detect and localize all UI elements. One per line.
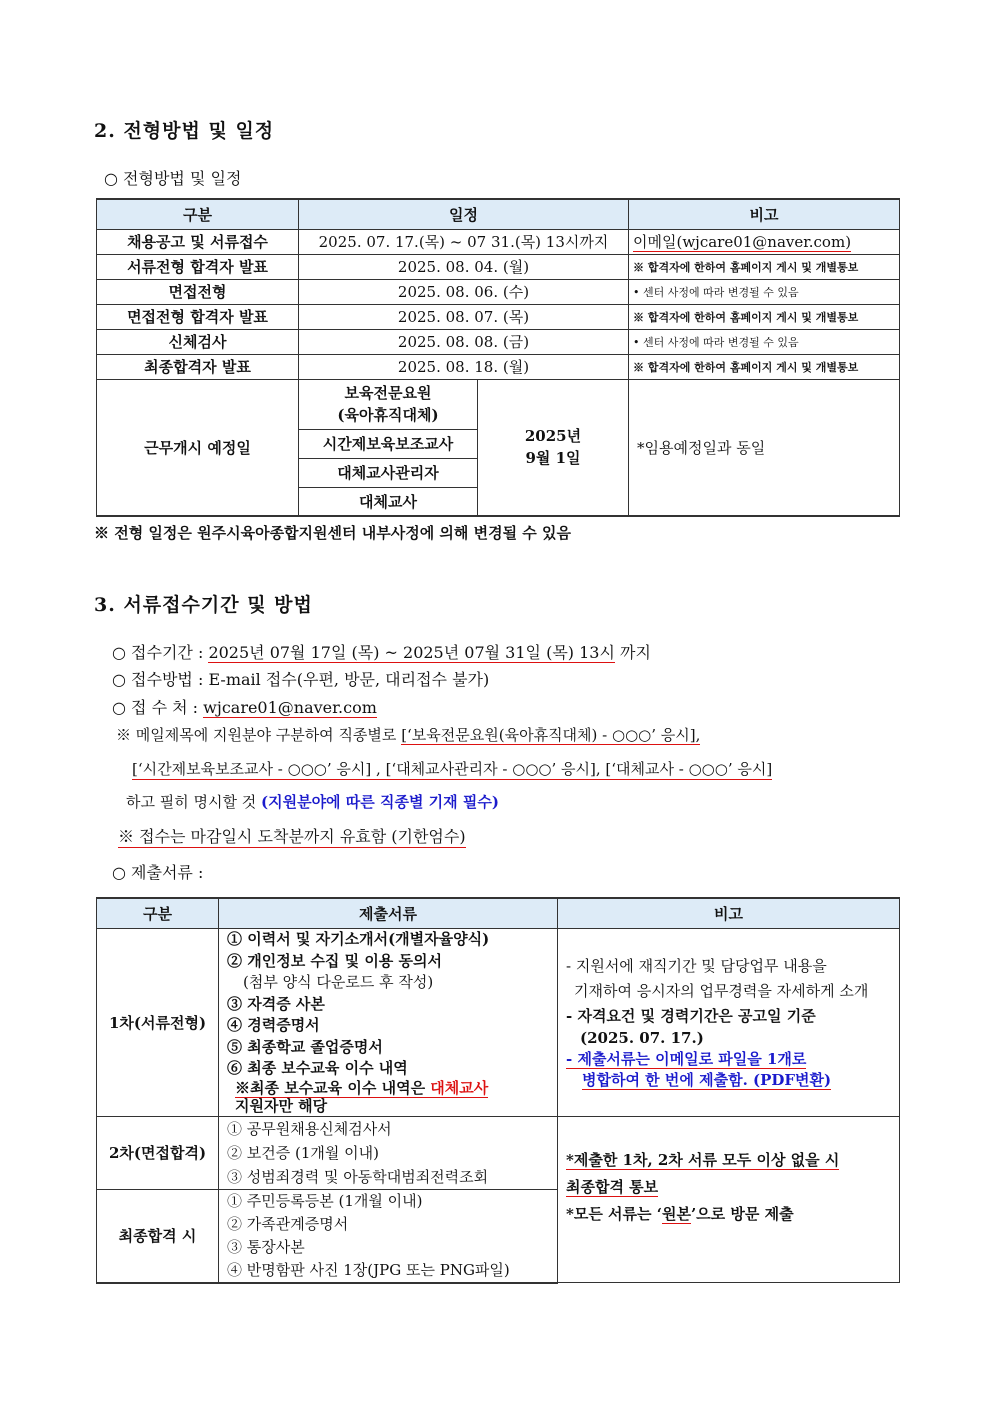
row-date: 2025. 08. 08. (금) <box>299 329 629 354</box>
final-label: 최종합격 시 <box>97 1189 219 1283</box>
row-date: 2025. 07. 17.(목) ~ 07 31.(목) 13시까지 <box>299 229 629 254</box>
mail-note-3: 하고 필히 명시할 것 <box>126 793 261 811</box>
second-items <box>219 1116 558 1189</box>
place-line <box>112 695 377 718</box>
email-note: 이메일(wjcare01@naver.com) <box>633 233 852 251</box>
header-schedule: 일정 <box>299 199 629 229</box>
start-label: 근무개시 예정일 <box>97 379 299 516</box>
method-value: E-mail 접수(우편, 방문, 대리접수 불가) <box>208 670 490 689</box>
doc-item: ⑤ 최종학교 졸업증명서 <box>227 1037 383 1056</box>
place-value: wjcare01@naver.com <box>203 698 377 717</box>
start-note: *임용예정일과 동일 <box>629 379 900 516</box>
mail-note-blue: (지원분야에 따른 직종별 기재 필수) <box>261 793 499 811</box>
doc-note-red: 대체교사 <box>430 1078 489 1097</box>
start-position: 대체교사 <box>299 487 478 516</box>
later-note-2: 최종합격 통보 <box>566 1177 659 1196</box>
start-position: 시간제보육보조교사 <box>299 429 478 458</box>
row-date: 2025. 08. 18. (월) <box>299 354 629 379</box>
deadline-note: ※ 접수는 마감일시 도착분까지 유효함 (기한엄수) <box>118 824 466 848</box>
row-note: ※ 합격자에 한하여 홈페이지 게시 및 개별통보 <box>629 254 900 279</box>
period-line <box>112 640 651 663</box>
later-note-3: *모든 서류는 ‘원본’으로 방문 제출 <box>566 1204 794 1223</box>
documents-table <box>96 897 900 1284</box>
final-items <box>219 1189 558 1283</box>
row-label: 면접전형 <box>97 279 299 304</box>
method-label: ○ 접수방법 : <box>112 670 209 689</box>
header-note: 비고 <box>629 199 900 229</box>
later-notes <box>558 1116 900 1283</box>
doc-note-b: 지원자만 해당 <box>235 1096 328 1115</box>
note-line: (2025. 07. 17.) <box>580 1029 704 1047</box>
row-label: 신체검사 <box>97 329 299 354</box>
period-label: ○ 접수기간 : <box>112 643 209 662</box>
note-email-line: - 제출서류는 이메일로 파일을 1개로 <box>566 1050 807 1068</box>
doc-item: ① 이력서 및 자기소개서(개별자율양식) <box>227 930 490 949</box>
period-suffix: 까지 <box>614 643 651 662</box>
note-merge-line: 병합하여 한 번에 제출함. (PDF변환) <box>582 1071 832 1089</box>
docs-header-docs: 제출서류 <box>219 898 558 928</box>
note-line: - 지원서에 재직기간 및 담당업무 내용을 <box>566 957 827 975</box>
doc-item: ① 공무원채용신체검사서 <box>227 1119 392 1138</box>
row-note: ※ 합격자에 한하여 홈페이지 게시 및 개별통보 <box>629 304 900 329</box>
mail-note-line2: [‘시간제보육보조교사 - ○○○’ 응시] , [‘대체교사관리자 - ○○○’ 응시], [‘대체교사 - ○○○’ 응시] <box>132 760 773 778</box>
doc-item: ③ 성범죄경력 및 아동학대범죄전력조회 <box>227 1167 489 1186</box>
doc-item: ⑥ 최종 보수교육 이수 내역 <box>227 1059 408 1078</box>
start-position: 대체교사관리자 <box>299 458 478 487</box>
start-date: 2025년 9월 1일 <box>478 379 629 516</box>
doc-item: ② 가족관계증명서 <box>227 1214 349 1233</box>
docs-header-note: 비고 <box>558 898 900 928</box>
mail-note-line1 <box>116 724 700 745</box>
doc-item: ② 개인정보 수집 및 이용 동의서 <box>227 951 442 970</box>
note-line <box>566 1070 895 1090</box>
row-label: 최종합격자 발표 <box>97 354 299 379</box>
row-note: • 센터 사정에 따라 변경될 수 있음 <box>629 279 900 304</box>
mail-note-line3 <box>126 791 499 812</box>
doc-item: ② 보건증 (1개월 이내) <box>227 1143 379 1162</box>
doc-item: (첨부 양식 다운로드 후 작성) <box>243 973 434 992</box>
mail-note-1: [‘보육전문요원(육아휴직대체) - ○○○’ 응시], <box>401 726 701 744</box>
start-position: 보육전문요원 (육아휴직대체) <box>299 379 478 429</box>
docs-header-category: 구분 <box>97 898 219 928</box>
place-label: ○ 접 수 처 : <box>112 698 204 717</box>
doc-item: ③ 통장사본 <box>227 1237 305 1256</box>
first-notes <box>558 928 900 1116</box>
row-label: 채용공고 및 서류접수 <box>97 229 299 254</box>
section3-title: 3. 서류접수기간 및 방법 <box>94 594 313 616</box>
row-date: 2025. 08. 04. (월) <box>299 254 629 279</box>
section2-title: 2. 전형방법 및 일정 <box>94 120 275 142</box>
schedule-footnote: ※ 전형 일정은 원주시육아종합지원센터 내부사정에 의해 변경될 수 있음 <box>94 524 571 542</box>
doc-item: ④ 경력증명서 <box>227 1016 320 1035</box>
row-date: 2025. 08. 07. (목) <box>299 304 629 329</box>
row-note <box>629 229 900 254</box>
row-label: 면접전형 합격자 발표 <box>97 304 299 329</box>
doc-item-note <box>227 1080 553 1097</box>
note-line <box>566 1048 895 1070</box>
second-label: 2차(면접합격) <box>97 1116 219 1189</box>
doc-item: ③ 자격증 사본 <box>227 994 325 1013</box>
section2-subtitle: ○ 전형방법 및 일정 <box>104 169 242 188</box>
row-label: 서류전형 합격자 발표 <box>97 254 299 279</box>
doc-note-a: ※최종 보수교육 이수 내역은 <box>235 1078 431 1097</box>
later-note-1: *제출한 1차, 2차 서류 모두 이상 없을 시 <box>566 1150 840 1169</box>
note-line: 기재하여 응시자의 업무경력을 자세하게 소개 <box>574 982 869 1000</box>
method-line <box>112 667 489 690</box>
period-value: 2025년 07월 17일 (목) ~ 2025년 07월 31일 (목) 13시 <box>208 643 615 662</box>
first-label: 1차(서류전형) <box>97 928 219 1116</box>
doc-item: ① 주민등록등본 (1개월 이내) <box>227 1191 423 1210</box>
note-line: - 자격요건 및 경력기간은 공고일 기준 <box>566 1007 816 1025</box>
docs-label: ○ 제출서류 : <box>112 863 204 882</box>
header-category: 구분 <box>97 199 299 229</box>
doc-item: ④ 반명함판 사진 1장(JPG 또는 PNG파일) <box>227 1260 510 1279</box>
row-note: ※ 합격자에 한하여 홈페이지 게시 및 개별통보 <box>629 354 900 379</box>
schedule-table <box>96 198 900 517</box>
row-date: 2025. 08. 06. (수) <box>299 279 629 304</box>
row-note: • 센터 사정에 따라 변경될 수 있음 <box>629 329 900 354</box>
first-items <box>219 928 558 1116</box>
mail-note-prefix: ※ 메일제목에 지원분야 구분하여 직종별로 <box>116 726 402 744</box>
